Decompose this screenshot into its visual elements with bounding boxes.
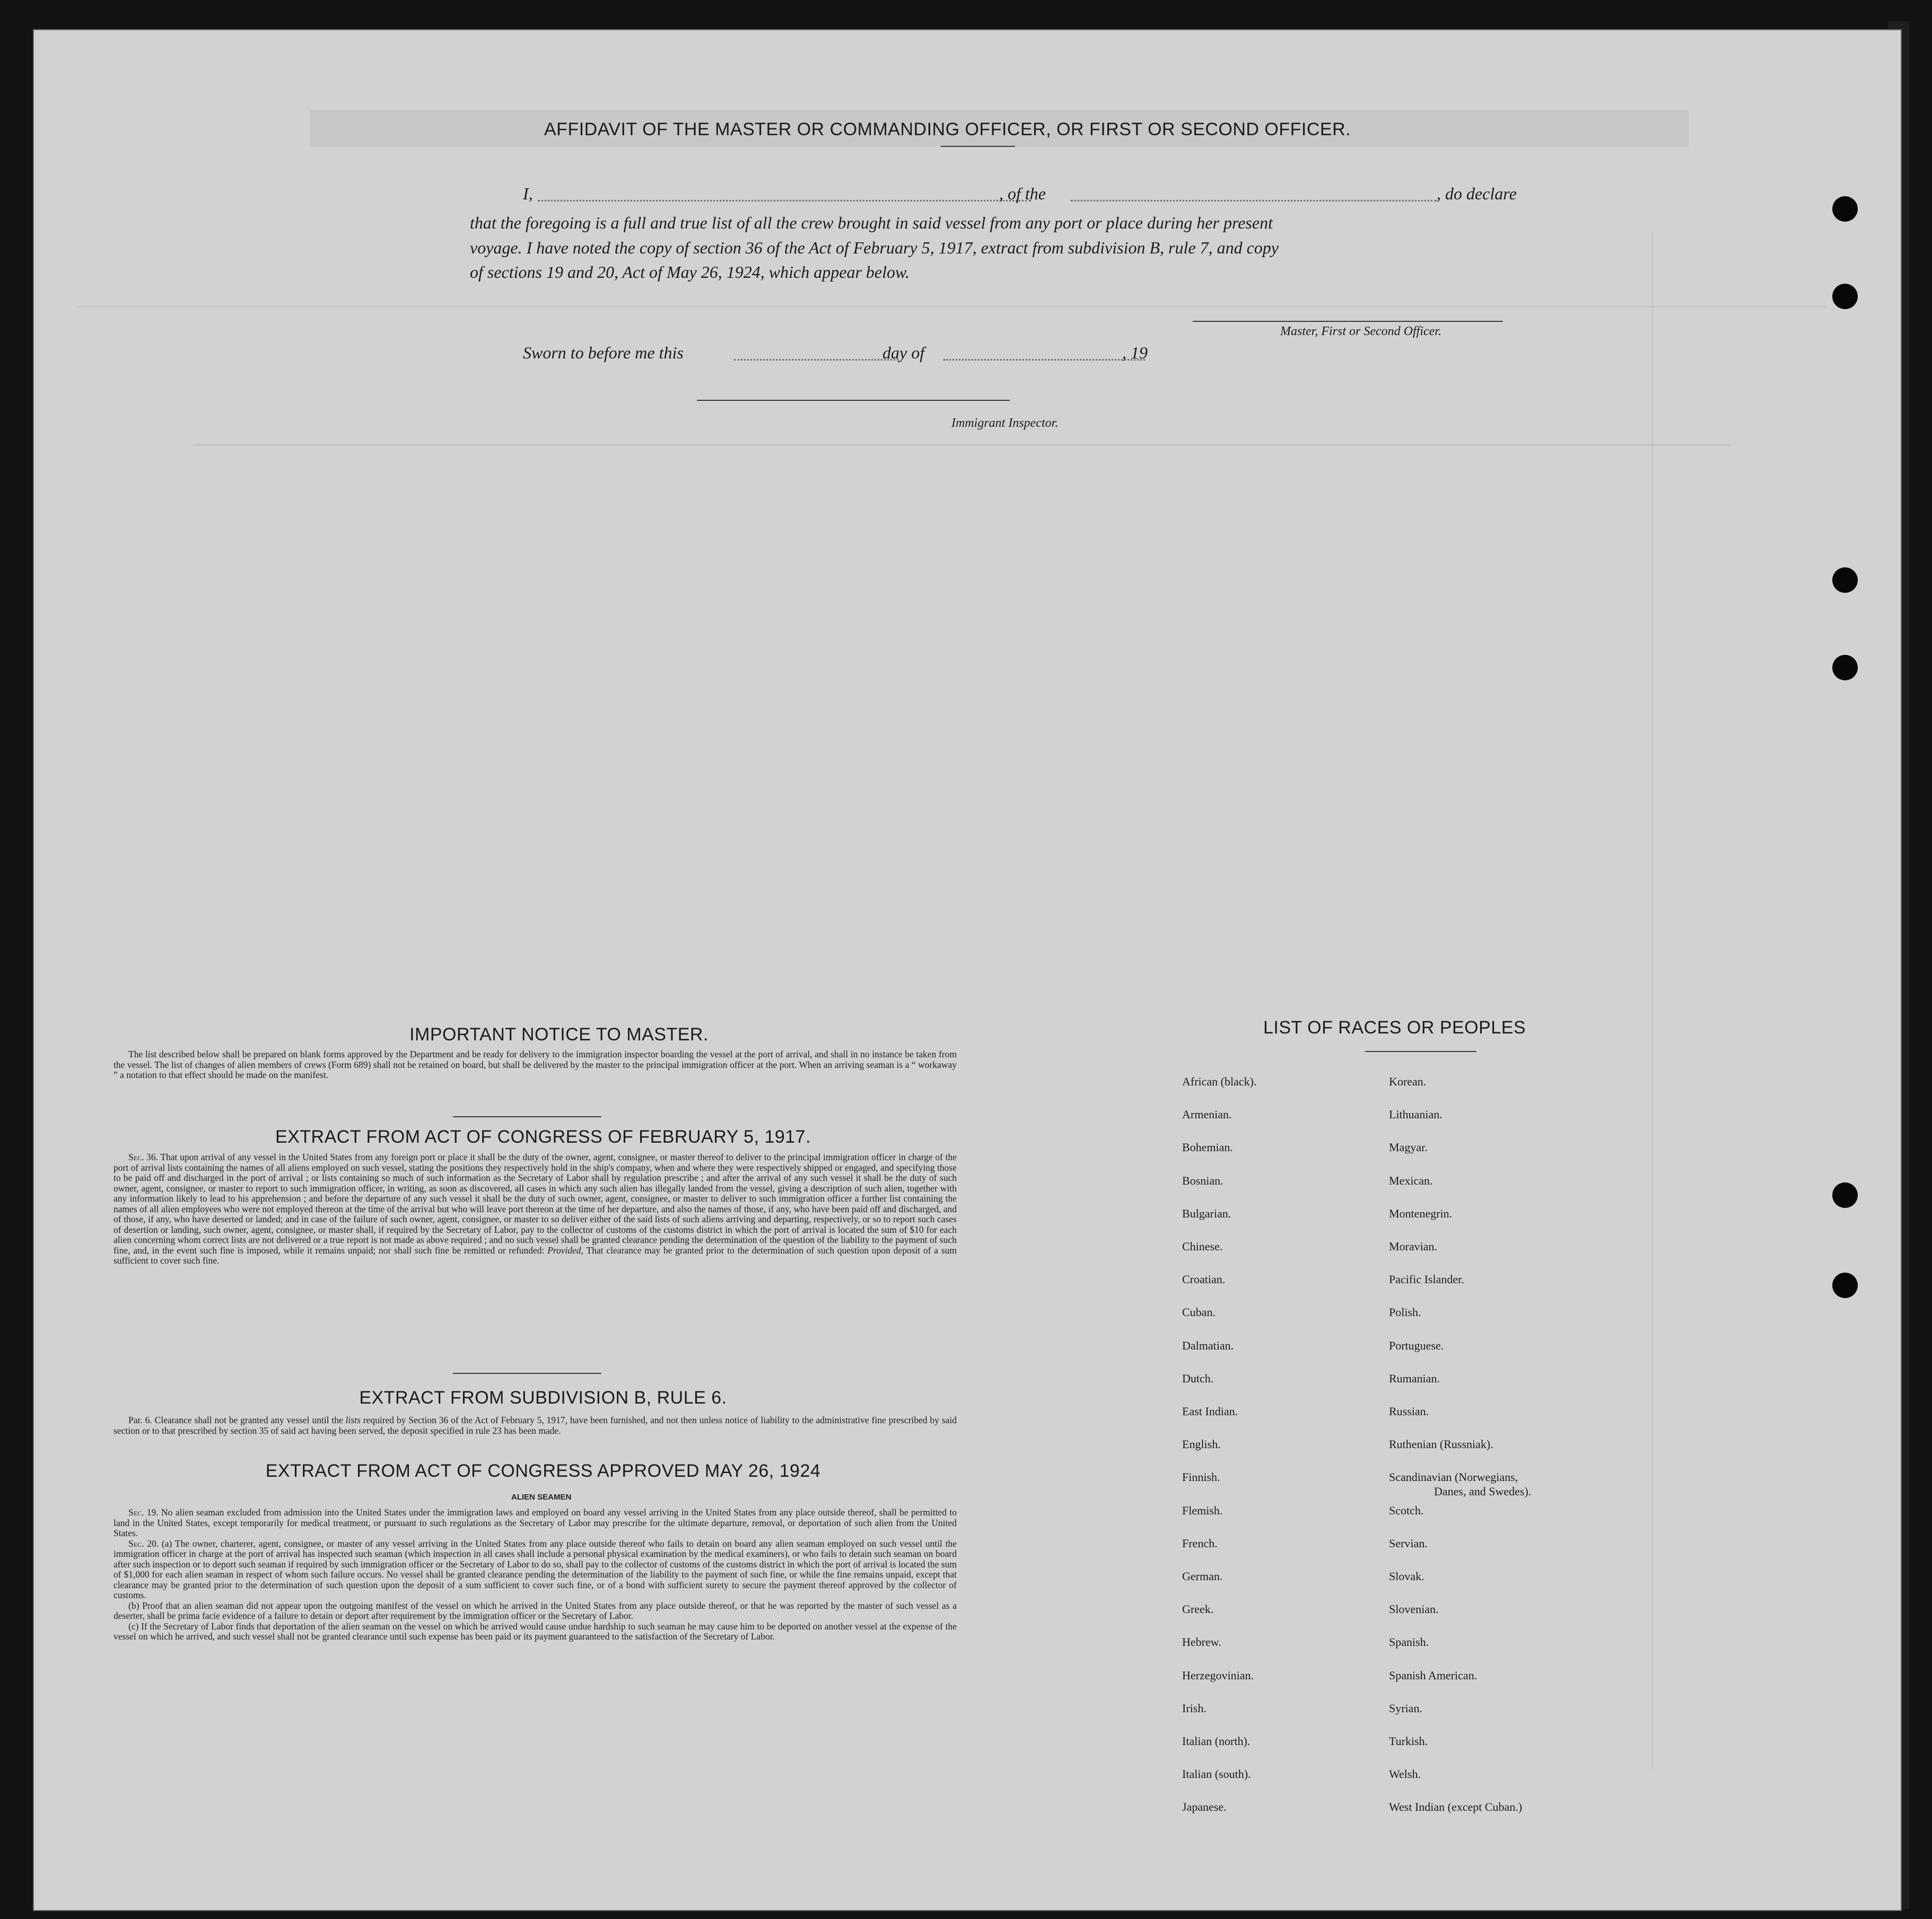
sworn-label: Sworn to before me this — [523, 343, 684, 362]
race-item: Magyar. — [1389, 1141, 1428, 1154]
extract-1917-title: EXTRACT FROM ACT OF CONGRESS OF FEBRUARY 5, 1917. — [275, 1127, 811, 1147]
race-item: Korean. — [1389, 1075, 1427, 1088]
race-item: Hebrew. — [1182, 1635, 1221, 1649]
binder-hole — [1832, 1182, 1858, 1208]
vessel-blank[interactable] — [1071, 200, 1437, 201]
race-item: Spanish. — [1389, 1635, 1429, 1649]
par-6-label: Par. 6. — [128, 1415, 152, 1425]
sec-19-label: Sec. 19. — [128, 1507, 159, 1518]
extract-1917-text — [113, 1152, 957, 1266]
race-item: Russian. — [1389, 1405, 1429, 1418]
sworn-month-blank[interactable] — [943, 359, 1145, 361]
sec-36-label: Sec. 36. — [128, 1152, 158, 1162]
race-item: German. — [1182, 1570, 1223, 1583]
race-item: Armenian. — [1182, 1108, 1232, 1121]
rule6-text-a: Clearance shall not be granted any vessel until the — [154, 1415, 343, 1425]
affidavit-declare-label: , do declare — [1437, 184, 1517, 203]
race-item-continuation: Danes, and Swedes). — [1434, 1485, 1532, 1499]
name-blank[interactable] — [538, 200, 1031, 201]
extract-1924-title: EXTRACT FROM ACT OF CONGRESS APPROVED MAY 26, 1924 — [265, 1461, 821, 1481]
sec-36-text: That upon arrival of any vessel in the United States from any foreign port or place it shall be the duty of the owner, agent, consignee, or master thereof to deliver to the principal immigration officer in charge of the port of arrival lists containing the names of all aliens employed on such vessel, stating the positions they respectively hold in the ship's company, when and where they were respectively shipped or engaged, and specifying those to be paid off and discharged in the port of arrival ; or lists containing so much of such information as the Secretary of Labor shall by regulation prescribe ; and after the arrival of any such vessel it shall be the duty of such owner, agent, consignee, or master to report to such immigration officer, in writing, as soon as discovered, all cases in which any such alien has illegally landed from the vessel, giving a description of such alien, together with any information likely to lead to his apprehension ; and before the departure of any such vessel it shall be the duty of such owner, agent, consignee, or master to deliver to such immigration officer a further list containing the names of all alien employees who were not employed thereon at the time of the arrival but who will leave port thereon at the time of her departure, and also the names of those, if any, who have been paid off and discharged, and of those, if any, who have deserted or landed; and in case of the failure of such owner, agent, consignee, or master to so deliver either of the said lists of such aliens arriving and departing, respectively, or so to report such cases of desertion or landing, such owner, agent, consignee, or master shall, if required by the Secretary of Labor, pay to the collector of customs of the customs district in which the port of arrival is located the sum of $10 for each alien concerning whom correct lists are not delivered or a true report is not made as above required ; and no such vessel shall be granted clearance pending the determination of the question of the liability to the payment of such fine, and, in the event such fine is imposed, while it remains unpaid; nor shall such fine be remitted or refunded: — [113, 1152, 957, 1256]
sec-20b-text: (b) Proof that an alien seaman did not appear upon the outgoing manifest of the vessel on which he arrived in the United States from any place outside thereof, or that he was reported by the master of such vessel as a deserter, shall be prima facie evidence of a failure to detain or deport after requirement by the immigration officer or the Secretary of Labor. — [113, 1600, 957, 1621]
race-item: African (black). — [1182, 1075, 1257, 1088]
binder-hole — [1832, 655, 1858, 680]
lists-word: lists — [345, 1415, 361, 1425]
race-item: Finnish. — [1182, 1470, 1220, 1484]
sec-36-text-end: That clearance may be granted prior to the determination of such question upon deposit of a sum sufficient to cover such fine. — [113, 1245, 957, 1266]
binder-hole — [1832, 196, 1858, 222]
race-item: West Indian (except Cuban.) — [1389, 1800, 1523, 1814]
race-item: English. — [1182, 1438, 1221, 1451]
race-item: Servian. — [1389, 1536, 1428, 1550]
races-title: LIST OF RACES OR PEOPLES — [1263, 1018, 1526, 1038]
race-item: Spanish American. — [1389, 1668, 1478, 1682]
race-item: Slovak. — [1389, 1570, 1424, 1583]
affidavit-of-the-label: , of the — [999, 184, 1046, 203]
race-item: Ruthenian (Russniak). — [1389, 1438, 1493, 1451]
race-item: Bosnian. — [1182, 1173, 1223, 1187]
binder-hole — [1832, 567, 1858, 593]
race-item: Scotch. — [1389, 1503, 1424, 1517]
race-item: Chinese. — [1182, 1240, 1223, 1253]
affidavit-i-label: I, — [523, 184, 533, 203]
sec-20a-text: (a) The owner, charterer, agent, consignee, or master of any vessel arriving in the United States from any place outside thereof who fails to detain on board any alien seaman employed on such vessel until the immigration officer in charge at the port of arrival has inspected such seaman (which inspection in all cases shall include a personal physical examination by the medical examiners), or who fails to detain such seaman on board after such inspection or to deport such seaman if required by such immigration officer or the Secretary of Labor to do so, shall pay to the collector of customs of the customs district in which the port of arrival is located the sum of $1,000 for each alien seaman in respect of whom such failure occurs. No vessel shall be granted clearance pending the determination of the liability to the payment of such fine, or while the fine remains unpaid, except that clearance may be granted prior to the determination of such question upon the deposit of a sum sufficient to cover such fine, or of a bond with sufficient surety to secure the payment thereof approved by the collector of customs. — [113, 1538, 957, 1600]
sec-20c-text: (c) If the Secretary of Labor finds that deportation of the alien seaman on the vessel on which he arrived would cause undue hardship to such seaman he may cause him to be deported on another vessel at the expense of the vessel on which he arrived, and such vessel shall not be granted clearance until such expense has been paid or its payment guaranteed to the satisfaction of the Secretary of Labor. — [113, 1620, 957, 1642]
affidavit-line-2: voyage. I have noted the copy of section 36 of the Act of February 5, 1917, extract from subdivision B, rule 7, and copy — [470, 238, 1279, 257]
notice-title: IMPORTANT NOTICE TO MASTER. — [409, 1024, 709, 1045]
races-underline — [1365, 1051, 1476, 1052]
rule6-title: EXTRACT FROM SUBDIVISION B, RULE 6. — [359, 1388, 727, 1408]
race-item: Welsh. — [1389, 1767, 1421, 1781]
inspector-signature-label: Immigrant Inspector. — [951, 416, 1059, 430]
race-item: Irish. — [1182, 1701, 1207, 1715]
manifest-page — [33, 29, 1902, 1911]
race-item: Montenegrin. — [1389, 1206, 1453, 1220]
sec-20-label: Sec. 20. — [128, 1538, 159, 1549]
affidavit-line-1: that the foregoing is a full and true list of all the crew brought in said vessel from any port or place during her present — [470, 213, 1273, 232]
race-item: Polish. — [1389, 1305, 1421, 1319]
race-item: Italian (north). — [1182, 1734, 1251, 1748]
binder-hole — [1832, 1273, 1858, 1298]
race-item: Scandinavian (Norwegians, — [1389, 1470, 1518, 1484]
race-item: Herzegovinian. — [1182, 1668, 1254, 1682]
race-item: Flemish. — [1182, 1503, 1223, 1517]
race-item: Turkish. — [1389, 1734, 1428, 1748]
rule6-text — [113, 1415, 957, 1436]
affidavit-line-3: of sections 19 and 20, Act of May 26, 1924, which appear below. — [470, 262, 910, 282]
race-item: French. — [1182, 1536, 1218, 1550]
race-item: Portuguese. — [1389, 1338, 1444, 1352]
sec-19-text: No alien seaman excluded from admission into the United States under the immigration laws and employed on board any vessel arriving in the United States from any place outside thereof, shall be permitted to land in the United States, except temporarily for medical treatment, or pursuant to such regulations as the Secretary of Labor may prescribe for the ultimate departure, removal, or deportation of such alien from the United States. — [113, 1507, 957, 1538]
alien-seamen-subtitle: ALIEN SEAMEN — [511, 1493, 572, 1502]
race-item: Pacific Islander. — [1389, 1273, 1464, 1286]
divider-1 — [453, 1116, 601, 1117]
day-of-label: day of — [882, 343, 925, 362]
inspector-signature-line — [697, 400, 1010, 401]
race-item: Rumanian. — [1389, 1371, 1440, 1385]
title-underline — [941, 146, 1015, 147]
race-item: Lithuanian. — [1389, 1108, 1443, 1121]
rule6-text-b: required by Section 36 of the Act of February 5, 1917, have been furnished, and not then unless notice of liability to the administrative fine prescribed by said section or to that prescribed by section 35 of said act having been served, the deposit specified in rule 23 has been made. — [113, 1415, 957, 1436]
race-item: Moravian. — [1389, 1240, 1438, 1253]
binder-hole — [1832, 284, 1858, 309]
race-item: Bohemian. — [1182, 1141, 1233, 1154]
race-item: Cuban. — [1182, 1305, 1216, 1319]
master-signature-line — [1193, 321, 1503, 322]
divider-2 — [453, 1373, 601, 1374]
provided-word: Provided, — [547, 1245, 584, 1256]
race-item: Mexican. — [1389, 1173, 1433, 1187]
sworn-day-blank[interactable] — [734, 359, 898, 361]
race-item: Dutch. — [1182, 1371, 1214, 1385]
affidavit-title: AFFIDAVIT OF THE MASTER OR COMMANDING OFFICER, OR FIRST OR SECOND OFFICER. — [544, 119, 1351, 139]
master-signature-label: Master, First or Second Officer. — [1280, 325, 1441, 338]
race-item: Syrian. — [1389, 1701, 1422, 1715]
extract-1924-text — [113, 1508, 957, 1642]
race-item: Croatian. — [1182, 1273, 1226, 1286]
race-item: Dalmatian. — [1182, 1338, 1234, 1352]
race-item: Slovenian. — [1389, 1602, 1439, 1616]
notice-text — [113, 1049, 957, 1081]
notice-paragraph: The list described below shall be prepared on blank forms approved by the Department and be ready for delivery to the immigration inspector boarding the vessel at the port of arrival, and shall in no instance be taken from the vessel. The list of changes of alien members of crews (Form 689) shall not be retained on board, but shall be delivered by the master to the principal immigration officer at the port. When an arriving seaman is a “ workaway ” a notation to that effect should be made on the manifest. — [113, 1049, 957, 1080]
year-label: , 19 — [1122, 343, 1148, 362]
race-item: Greek. — [1182, 1602, 1214, 1616]
race-item: Japanese. — [1182, 1800, 1227, 1814]
race-item: East Indian. — [1182, 1405, 1238, 1418]
race-item: Bulgarian. — [1182, 1206, 1231, 1220]
race-item: Italian (south). — [1182, 1767, 1251, 1781]
